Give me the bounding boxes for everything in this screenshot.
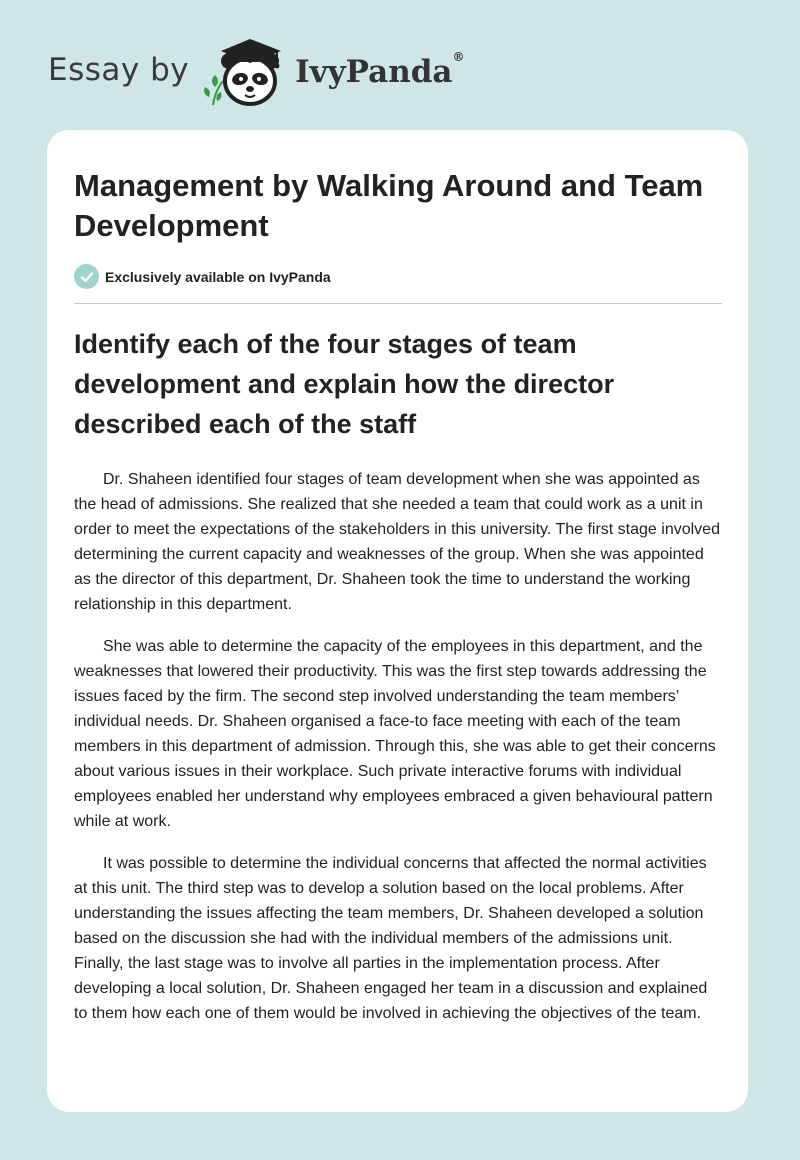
exclusive-badge bbox=[74, 264, 331, 289]
brand-name[interactable] bbox=[295, 50, 465, 90]
site-header bbox=[48, 30, 465, 110]
essay-card bbox=[47, 130, 748, 1112]
paragraph: It was possible to determine the individual concerns that affected the normal activities at this unit. The third step was to develop a solution based on the local problems. After understanding the issues affecting the team members, Dr. Shaheen developed a solution based on the discussion she had with the individual members of the admissions unit. Finally, the last stage was to involve all parties in the implementation process. After developing a local solution, Dr. Shaheen engaged her team in a discussion and explained to them how each one of them would be involved in achieving the objectives of the team. bbox=[74, 855, 708, 1022]
brand-text: IvyPanda bbox=[295, 54, 453, 90]
check-icon bbox=[74, 264, 99, 289]
divider bbox=[74, 303, 722, 304]
essay-body bbox=[74, 467, 722, 1043]
section-heading: Identify each of the four stages of team development and explain how the director described each of the staff bbox=[74, 329, 615, 439]
paragraph: She was able to determine the capacity of the employees in this department, and the weaknesses that lowered their productivity. This was the first step towards addressing the issues faced by the firm. The second step involved understanding the team members’ individual needs. Dr. Shaheen organised a face-to face meeting with each of the team members in this department of admission. Through this, she was able to get their concerns about various issues in their workplace. Such private interactive forums with individual employees enabled her understand why employees embraced a given behavioural pattern while at work. bbox=[74, 638, 716, 830]
ivypanda-logo-icon[interactable] bbox=[201, 31, 293, 109]
paragraph: Dr. Shaheen identified four stages of team development when she was appointed as the head of admissions. She realized that she needed a team that could work as a unit in order to meet the expectations of the stakeholders in this university. The first stage involved determining the current capacity and weaknesses of the group. When she was appointed as the director of this department, Dr. Shaheen took the time to understand the working relationship in this department. bbox=[74, 471, 720, 613]
essay-by-label: Essay by bbox=[48, 52, 190, 88]
essay-title: Management by Walking Around and Team Development bbox=[74, 168, 704, 243]
registered-mark: ® bbox=[452, 50, 465, 64]
exclusive-badge-label: Exclusively available on IvyPanda bbox=[105, 268, 331, 285]
